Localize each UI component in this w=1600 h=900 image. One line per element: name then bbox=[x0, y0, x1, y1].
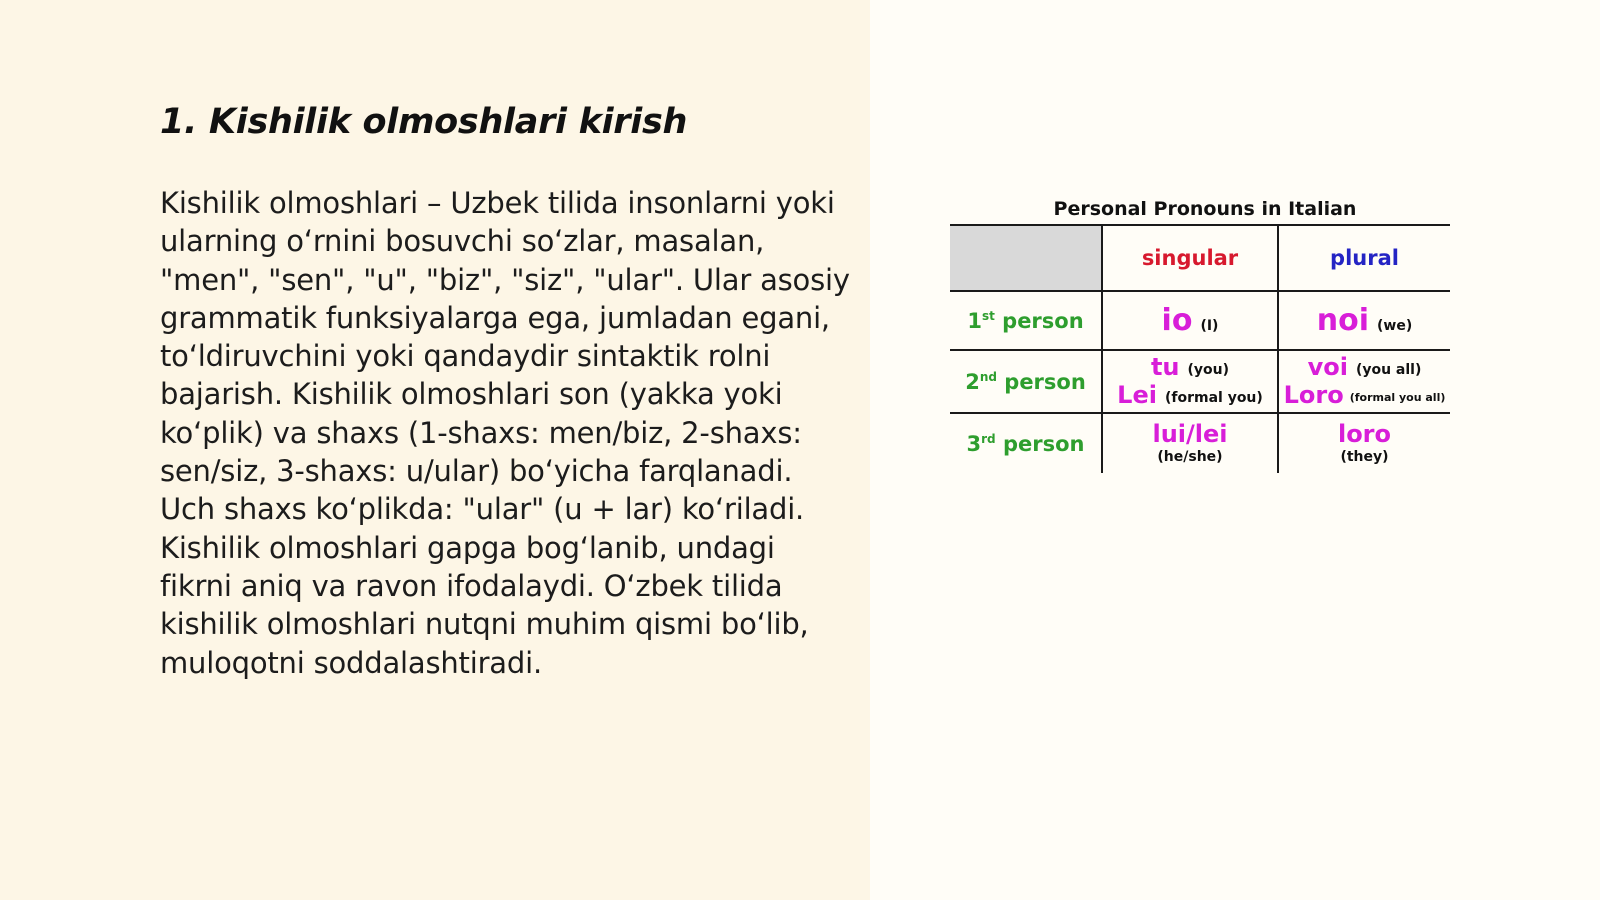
gloss-io: (I) bbox=[1200, 317, 1219, 334]
person-number: 2 bbox=[965, 369, 980, 394]
stack-line bbox=[1279, 354, 1450, 382]
person-word: person bbox=[1002, 431, 1085, 456]
gloss-voi: (you all) bbox=[1355, 362, 1422, 379]
person-label-1 bbox=[950, 291, 1102, 350]
gloss-loro-formal: (formal you all) bbox=[1349, 390, 1446, 404]
pronoun-noi: noi bbox=[1316, 303, 1370, 338]
person-number: 3 bbox=[966, 431, 982, 456]
cell-1-singular bbox=[1102, 291, 1278, 350]
gloss-lui-lei: (he/she) bbox=[1157, 448, 1223, 465]
cell-3-singular bbox=[1102, 413, 1278, 473]
person-label-2 bbox=[950, 350, 1102, 413]
person-ordinal-suffix: rd bbox=[981, 431, 996, 446]
gloss-noi: (we) bbox=[1377, 317, 1413, 334]
pronoun-lui-lei: lui/lei bbox=[1152, 420, 1228, 449]
slide-title: 1. Kishilik olmoshlari kirish bbox=[160, 102, 688, 142]
person-number: 1 bbox=[967, 308, 982, 333]
pronoun-loro-formal: Loro bbox=[1283, 380, 1344, 409]
pronoun-table bbox=[950, 224, 1450, 473]
cell-2-plural bbox=[1278, 350, 1450, 413]
cell-3-plural bbox=[1278, 413, 1450, 473]
table-row bbox=[950, 413, 1450, 473]
gloss-loro: (they) bbox=[1340, 448, 1389, 465]
pronoun-loro: loro bbox=[1337, 420, 1392, 449]
header-singular: singular bbox=[1102, 225, 1278, 291]
pronoun-voi: voi bbox=[1307, 352, 1348, 381]
table-row bbox=[950, 350, 1450, 413]
table-header-row bbox=[950, 225, 1450, 291]
gloss-tu: (you) bbox=[1187, 362, 1230, 379]
table-row bbox=[950, 291, 1450, 350]
person-ordinal-suffix: nd bbox=[979, 369, 997, 384]
pronoun-table-figure bbox=[950, 198, 1450, 473]
stack-line bbox=[1103, 382, 1277, 410]
person-label-3 bbox=[950, 413, 1102, 473]
stack-line bbox=[1103, 354, 1277, 382]
pronoun-io: io bbox=[1161, 303, 1193, 338]
pronoun-tu: tu bbox=[1150, 352, 1180, 381]
figure-title: Personal Pronouns in Italian bbox=[1053, 198, 1357, 220]
stack-line bbox=[1279, 382, 1450, 410]
person-ordinal-suffix: st bbox=[981, 308, 995, 323]
cell-1-plural bbox=[1278, 291, 1450, 350]
person-word: person bbox=[1002, 308, 1084, 333]
gloss-lei-formal: (formal you) bbox=[1164, 389, 1263, 406]
slide-body-text: Kishilik olmoshlari – Uzbek tilida insonlarni yoki ularning oʻrnini bosuvchi soʻzlar, masalan, "men", "sen", "u", "biz", "siz", "ular". Ular asosiy grammatik funksiyalarga ega, jumladan egani, toʻldiruvchini yoki qandaydir sintaktik rolni bajarish. Kishilik olmoshlari son (yakka yoki koʻplik) va shaxs (1-shaxs: men/biz, 2-shaxs: sen/siz, 3-shaxs: u/ular) boʻyicha farqlanadi. Uch shaxs koʻplikda: "ular" (u + lar) koʻriladi. Kishilik olmoshlari gapga bogʻlanib, undagi fikrni aniq va ravon ifodalaydi. Oʻzbek tilida kishilik olmoshlari nutqni muhim qismi boʻlib, muloqotni soddalashtiradi. bbox=[160, 186, 850, 680]
person-word: person bbox=[1004, 369, 1086, 394]
pronoun-lei-formal: Lei bbox=[1117, 380, 1157, 409]
table-corner-cell bbox=[950, 225, 1102, 291]
cell-2-singular bbox=[1102, 350, 1278, 413]
header-plural: plural bbox=[1278, 225, 1450, 291]
